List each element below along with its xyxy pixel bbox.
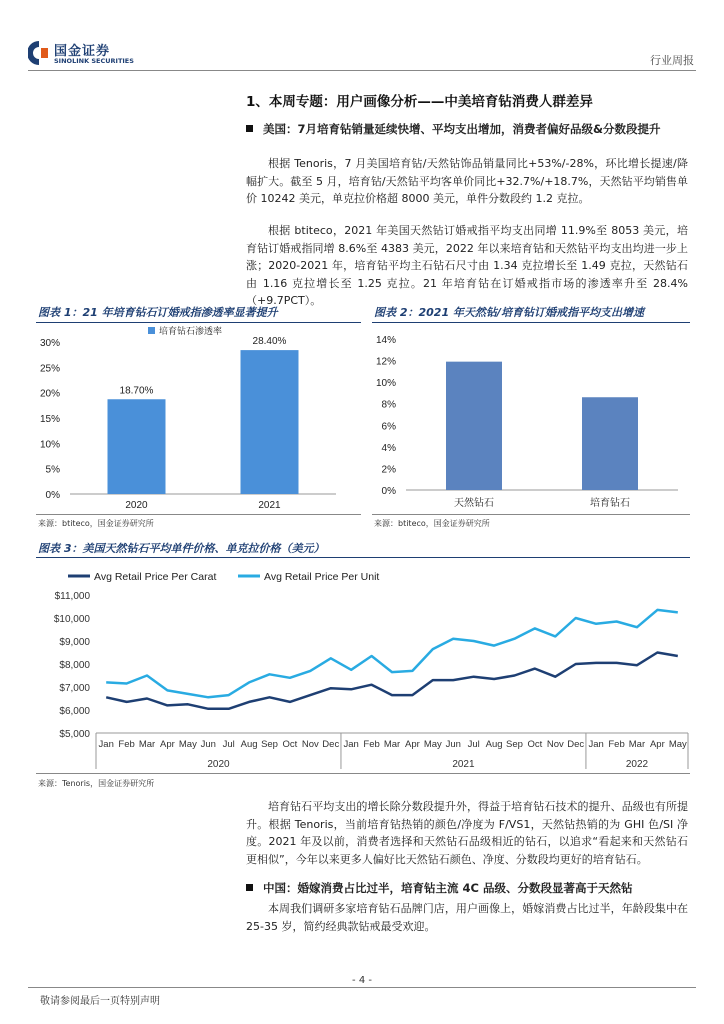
x-tick-label: 天然钻石 <box>454 498 494 509</box>
x-tick-label: Nov <box>301 739 319 750</box>
y-tick-label: $11,000 <box>54 591 90 602</box>
footer-divider <box>28 987 696 988</box>
series-line <box>106 610 678 697</box>
x-tick-label: Aug <box>240 739 258 750</box>
x-tick-label: Jun <box>200 739 216 750</box>
cn-paragraph <box>246 900 688 935</box>
y-tick-label: 2% <box>381 464 396 476</box>
section-title: 1、本周专题：用户画像分析——中美培育钻消费人群差异 <box>246 94 593 110</box>
y-tick-label: 14% <box>375 335 396 346</box>
fig2-bottom-rule <box>372 514 690 515</box>
x-tick-label: Jun <box>445 739 461 750</box>
y-tick-label: 5% <box>45 464 60 476</box>
fig3-source: 来源：Tenoris，国金证券研究所 <box>38 779 155 788</box>
fig2-chart <box>372 324 690 512</box>
logo-mark-icon <box>28 40 50 66</box>
data-label: 28.40% <box>252 336 287 348</box>
legend-label: Avg Retail Price Per Carat <box>94 571 217 583</box>
x-tick-label: Sep <box>261 739 278 750</box>
y-tick-label: 6% <box>381 421 396 433</box>
x-tick-label: Mar <box>383 739 401 750</box>
page-number: - 4 - <box>352 975 372 986</box>
x-tick-label: Jan <box>343 739 359 750</box>
bar <box>446 362 502 490</box>
fig1-chart <box>36 324 361 512</box>
x-tick-label: Oct <box>282 739 298 750</box>
us-paragraph-1 <box>246 155 688 208</box>
y-tick-label: 12% <box>375 356 396 368</box>
x-tick-label: 2020 <box>125 500 148 511</box>
cn-para-text: 本周我们调研多家培育钻石品牌门店，用户画像上，婚嫁消费占比过半，年龄段集中在 25-35 岁，简约经典款钻戒最受欢迎。 <box>246 902 688 933</box>
y-tick-label: 0% <box>45 490 60 501</box>
y-tick-label: 10% <box>39 439 60 451</box>
x-tick-label: Jul <box>467 739 480 750</box>
y-tick-label: 0% <box>381 486 396 497</box>
fig2-title: 图表 2：2021 年天然钻/培育钻订婚戒指平均支出增速 <box>374 306 644 319</box>
x-tick-label: Feb <box>608 739 625 750</box>
y-tick-label: 8% <box>381 399 396 411</box>
x-tick-label: 培育钻石 <box>590 498 630 509</box>
x-tick-label: Sep <box>506 739 523 750</box>
brand-name-cn: 国金证券 <box>54 44 111 59</box>
cn-bullet <box>246 879 686 897</box>
y-tick-label: $7,000 <box>59 683 90 694</box>
y-tick-label: 25% <box>39 363 60 375</box>
data-label: 18.70% <box>119 385 154 397</box>
us-bullet-text: 美国：7月培育钻销量延续快增、平均支出增加，消费者偏好品级&分数段提升 <box>263 122 661 136</box>
cn-bullet-text: 中国：婚嫁消费占比过半，培育钻主流 4C 品级、分数段显著高于天然钻 <box>263 881 633 895</box>
y-tick-label: $10,000 <box>53 614 90 625</box>
header-divider <box>28 70 696 71</box>
x-tick-label: Oct <box>527 739 543 750</box>
disclaimer-note: 敬请参阅最后一页特别声明 <box>40 996 160 1007</box>
document-type: 行业周报 <box>650 54 694 67</box>
x-tick-label: May <box>668 739 687 750</box>
fig3-title: 图表 3：美国天然钻石平均单件价格、单克拉价格（美元） <box>38 542 325 555</box>
year-label: 2020 <box>207 759 230 770</box>
us-bullet <box>246 120 686 138</box>
bullet-square-icon <box>246 884 253 891</box>
bar <box>241 350 299 494</box>
y-tick-label: 10% <box>375 378 396 390</box>
bullet-square-icon <box>246 125 253 132</box>
x-tick-label: Jan <box>588 739 604 750</box>
fig1-bottom-rule <box>36 514 361 515</box>
fig2-source: 来源：btiteco，国金证券研究所 <box>374 519 490 528</box>
year-label: 2021 <box>452 759 475 770</box>
y-tick-label: $6,000 <box>59 706 90 717</box>
brand-name-en: SINOLINK SECURITIES <box>54 57 134 65</box>
us-para-2-text: 根据 btiteco，2021 年美国天然钻订婚戒指平均支出同增 11.9%至 8053 美元，培育钻订婚戒指同增 8.6%至 4383 美元，2022 年以来培育钻和天然钻平均支出均进一步上涨；2020-2021 年，培育钻平均主石钻石尺寸由 1.34 克拉增长至 1.49 克拉，天然钻石由 1.16 克拉增长至 1.25 克拉。21 年培育钻在订婚戒指市场的渗透率升至 28.4%（+9.7PCT）。 <box>246 224 688 308</box>
fig2-title-rule <box>372 322 690 323</box>
body2-text: 培育钻石平均支出的增长除分数段提升外，得益于培育钻石技术的提升、品级也有所提升。根据 Tenoris，当前培育钻热销的颜色/净度为 F/VS1，天然钻热销的为 GHI 色/SI 净度。2021 年及以前，消费者选择和天然钻石品级相近的钻石，以追求“看起来和天然钻石更相似”，今年以来更多人偏好比天然钻石颜色、净度、分数段均更好的培育钻石。 <box>246 800 688 866</box>
x-tick-label: Feb <box>363 739 380 750</box>
x-tick-label: Apr <box>160 739 175 750</box>
y-tick-label: 30% <box>39 338 60 349</box>
series-line <box>106 653 678 709</box>
x-tick-label: Aug <box>485 739 503 750</box>
x-tick-label: Feb <box>118 739 135 750</box>
fig1-title-rule <box>36 322 361 323</box>
legend-swatch <box>148 327 155 334</box>
fig1-source: 来源：btiteco，国金证券研究所 <box>38 519 154 528</box>
legend-label: 培育钻石渗透率 <box>159 326 223 336</box>
x-tick-label: Nov <box>546 739 564 750</box>
y-tick-label: 15% <box>39 414 60 425</box>
x-tick-label: 2021 <box>258 500 281 511</box>
us-paragraph-2 <box>246 222 688 310</box>
x-tick-label: Mar <box>138 739 156 750</box>
y-tick-label: $5,000 <box>59 729 90 740</box>
x-tick-label: Apr <box>405 739 420 750</box>
fig3-bottom-rule <box>36 773 690 774</box>
body2-paragraph <box>246 798 688 868</box>
company-logo <box>28 38 148 70</box>
y-tick-label: $8,000 <box>59 660 90 671</box>
bar <box>108 399 166 494</box>
fig1-title: 图表 1：21 年培育钻石订婚戒指渗透率显著提升 <box>38 306 278 319</box>
fig3-chart <box>36 560 690 772</box>
x-tick-label: Jul <box>222 739 235 750</box>
y-tick-label: $9,000 <box>59 637 90 648</box>
x-tick-label: May <box>423 739 442 750</box>
x-tick-label: May <box>178 739 197 750</box>
x-tick-label: Dec <box>322 739 340 750</box>
us-para-1-text: 根据 Tenoris，7 月美国培育钻/天然钻饰品销量同比+53%/-28%，环比增长提速/降幅扩大。截至 5 月，培育钻/天然钻平均客单价同比+32.7%/+18.7%，天然钻平均销售单价 10242 美元，单克拉价格超 8000 美元，单件分数段约 1.2 克拉。 <box>246 157 688 206</box>
x-tick-label: Dec <box>567 739 585 750</box>
y-tick-label: 20% <box>39 388 60 400</box>
legend-label: Avg Retail Price Per Unit <box>264 571 380 583</box>
y-tick-label: 4% <box>381 442 396 454</box>
fig3-title-rule <box>36 557 690 558</box>
year-label: 2022 <box>625 759 649 770</box>
x-tick-label: Jan <box>98 739 114 750</box>
x-tick-label: Mar <box>628 739 646 750</box>
x-tick-label: Apr <box>649 739 665 750</box>
bar <box>582 397 638 490</box>
